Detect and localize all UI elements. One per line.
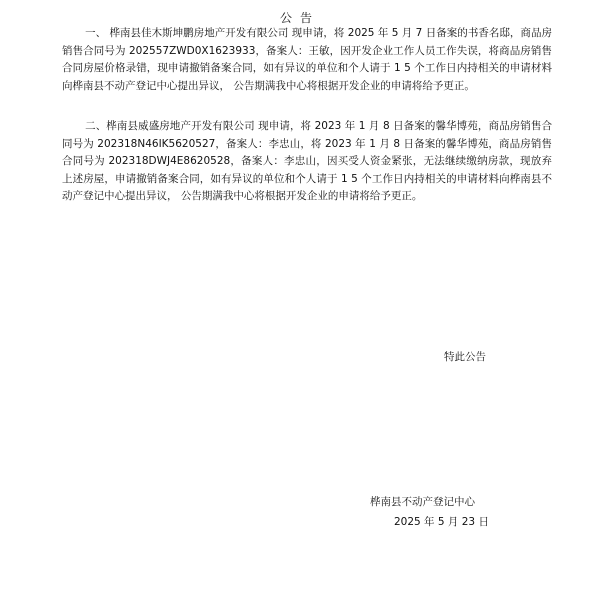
notice-title: 公告 xyxy=(279,11,320,25)
notice-paragraph-2: 二、桦南县威盛房地产开发有限公司 现申请，将 2023 年 1 月 8 日备案的馨华博苑，商品房销售合同号为 202318N46IK5620527，备案人：李忠山，将 2023 年 1 月 8 日备案的馨华博苑，商品房销售合同号为 202318DWJ4E8620528，备案人：李忠山，因买受人资金紧张，无法继续缴纳房款，现放弃上述房屋，申请撤销备案合同，如有异议的单位和个人请于 1 5 个工作日内持相关的申请材料向桦南县不动产登记中心提出异议， 公告期满我中心将根据开发企业的申请将给予更正。 xyxy=(62,120,552,203)
issuer-name: 桦南县不动产登记中心 xyxy=(370,496,475,508)
closing-remark: 特此公告 xyxy=(444,351,486,363)
issue-date: 2025 年 5 月 23 日 xyxy=(394,516,489,528)
notice-paragraph-1: 一、 桦南县佳木斯坤鹏房地产开发有限公司 现申请，将 2025 年 5 月 7 日备案的书香名邸，商品房销售合同号为 202557ZWD0X1623933，备案人：王敏，因开发企业工作人员工作失误，将商品房销售合同房屋价格录错，现申请撤销备案合同，如有异议的单位和个人请于 1 5 个工作日内持相关的申请材料向桦南县不动产登记中心提出异议， 公告期满我中心将根据开发企业的申请将给予更正。 xyxy=(62,27,552,92)
